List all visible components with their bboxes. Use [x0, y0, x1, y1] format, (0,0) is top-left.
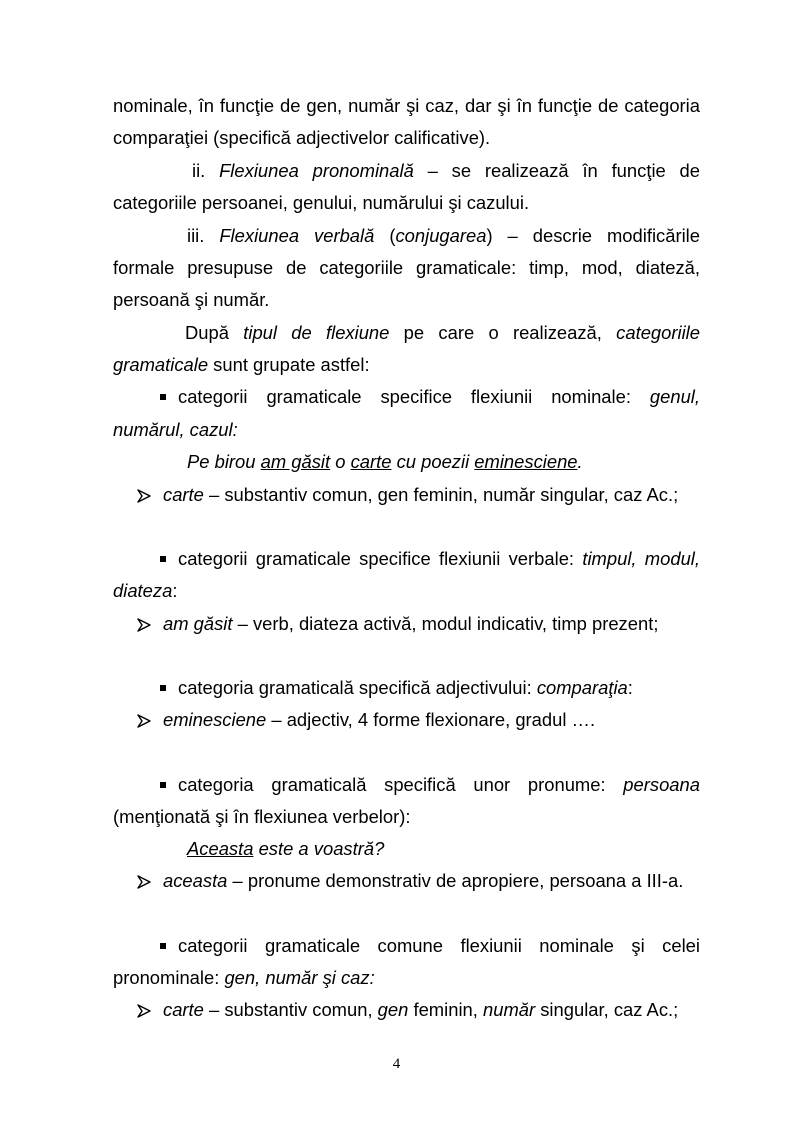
text-line: persoană şi număr. [113, 289, 270, 310]
text-line: ii. Flexiunea pronominală – se realizează în funcţie de [192, 160, 700, 181]
example-sentence: Pe birou am găsit o carte cu poezii eminesciene. [187, 451, 583, 472]
text-line: gramaticale sunt grupate astfel: [113, 354, 370, 375]
bullet-item: categoria gramaticală specifică adjectivului: comparaţia: [160, 676, 747, 700]
text-line: comparaţiei (specifică adjectivelor calificative). [113, 127, 491, 148]
text-line: După tipul de flexiune pe care o realizează, categoriile [185, 322, 700, 343]
square-bullet-icon [160, 394, 166, 400]
page-number: 4 [392, 1056, 401, 1072]
text-line: (menţionată şi în flexiunea verbelor): [113, 806, 411, 827]
text-line: pronominale: gen, număr şi caz: [113, 967, 375, 988]
arrow-item: eminesciene – adjectiv, 4 forme flexionare, gradul …. [137, 708, 724, 732]
arrow-bullet-icon [137, 618, 151, 632]
arrow-bullet-icon [137, 1004, 151, 1018]
arrow-bullet-icon [137, 714, 151, 728]
text-line: iii. Flexiunea verbală (conjugarea) – descrie modificările [187, 225, 700, 246]
arrow-item: aceasta – pronume demonstrativ de apropiere, persoana a III-a. [137, 869, 724, 893]
arrow-bullet-icon [137, 489, 151, 503]
bullet-item: categoria gramaticală specifică unor pronume: persoana [160, 773, 700, 797]
arrow-item: carte – substantiv comun, gen feminin, număr singular, caz Ac.; [137, 483, 724, 507]
text-line: numărul, cazul: [113, 419, 238, 440]
square-bullet-icon [160, 782, 166, 788]
arrow-item: am găsit – verb, diateza activă, modul indicativ, timp prezent; [137, 612, 724, 636]
square-bullet-icon [160, 943, 166, 949]
text-line: diateza: [113, 580, 178, 601]
square-bullet-icon [160, 556, 166, 562]
arrow-bullet-icon [137, 875, 151, 889]
example-sentence: Aceasta este a voastră? [187, 838, 385, 859]
bullet-item: categorii gramaticale specifice flexiunii nominale: genul, [160, 385, 700, 409]
square-bullet-icon [160, 685, 166, 691]
bullet-item: categorii gramaticale comune flexiunii nominale şi celei [160, 934, 700, 958]
arrow-item: carte – substantiv comun, gen feminin, număr singular, caz Ac.; [137, 998, 724, 1022]
text-line: formale presupuse de categoriile gramaticale: timp, mod, diateză, [113, 257, 700, 278]
bullet-item: categorii gramaticale specifice flexiunii verbale: timpul, modul, [160, 547, 700, 571]
text-line: nominale, în funcţie de gen, număr şi caz, dar şi în funcţie de categoria [113, 95, 700, 116]
text-line: categoriile persoanei, genului, numărului şi cazului. [113, 192, 530, 213]
